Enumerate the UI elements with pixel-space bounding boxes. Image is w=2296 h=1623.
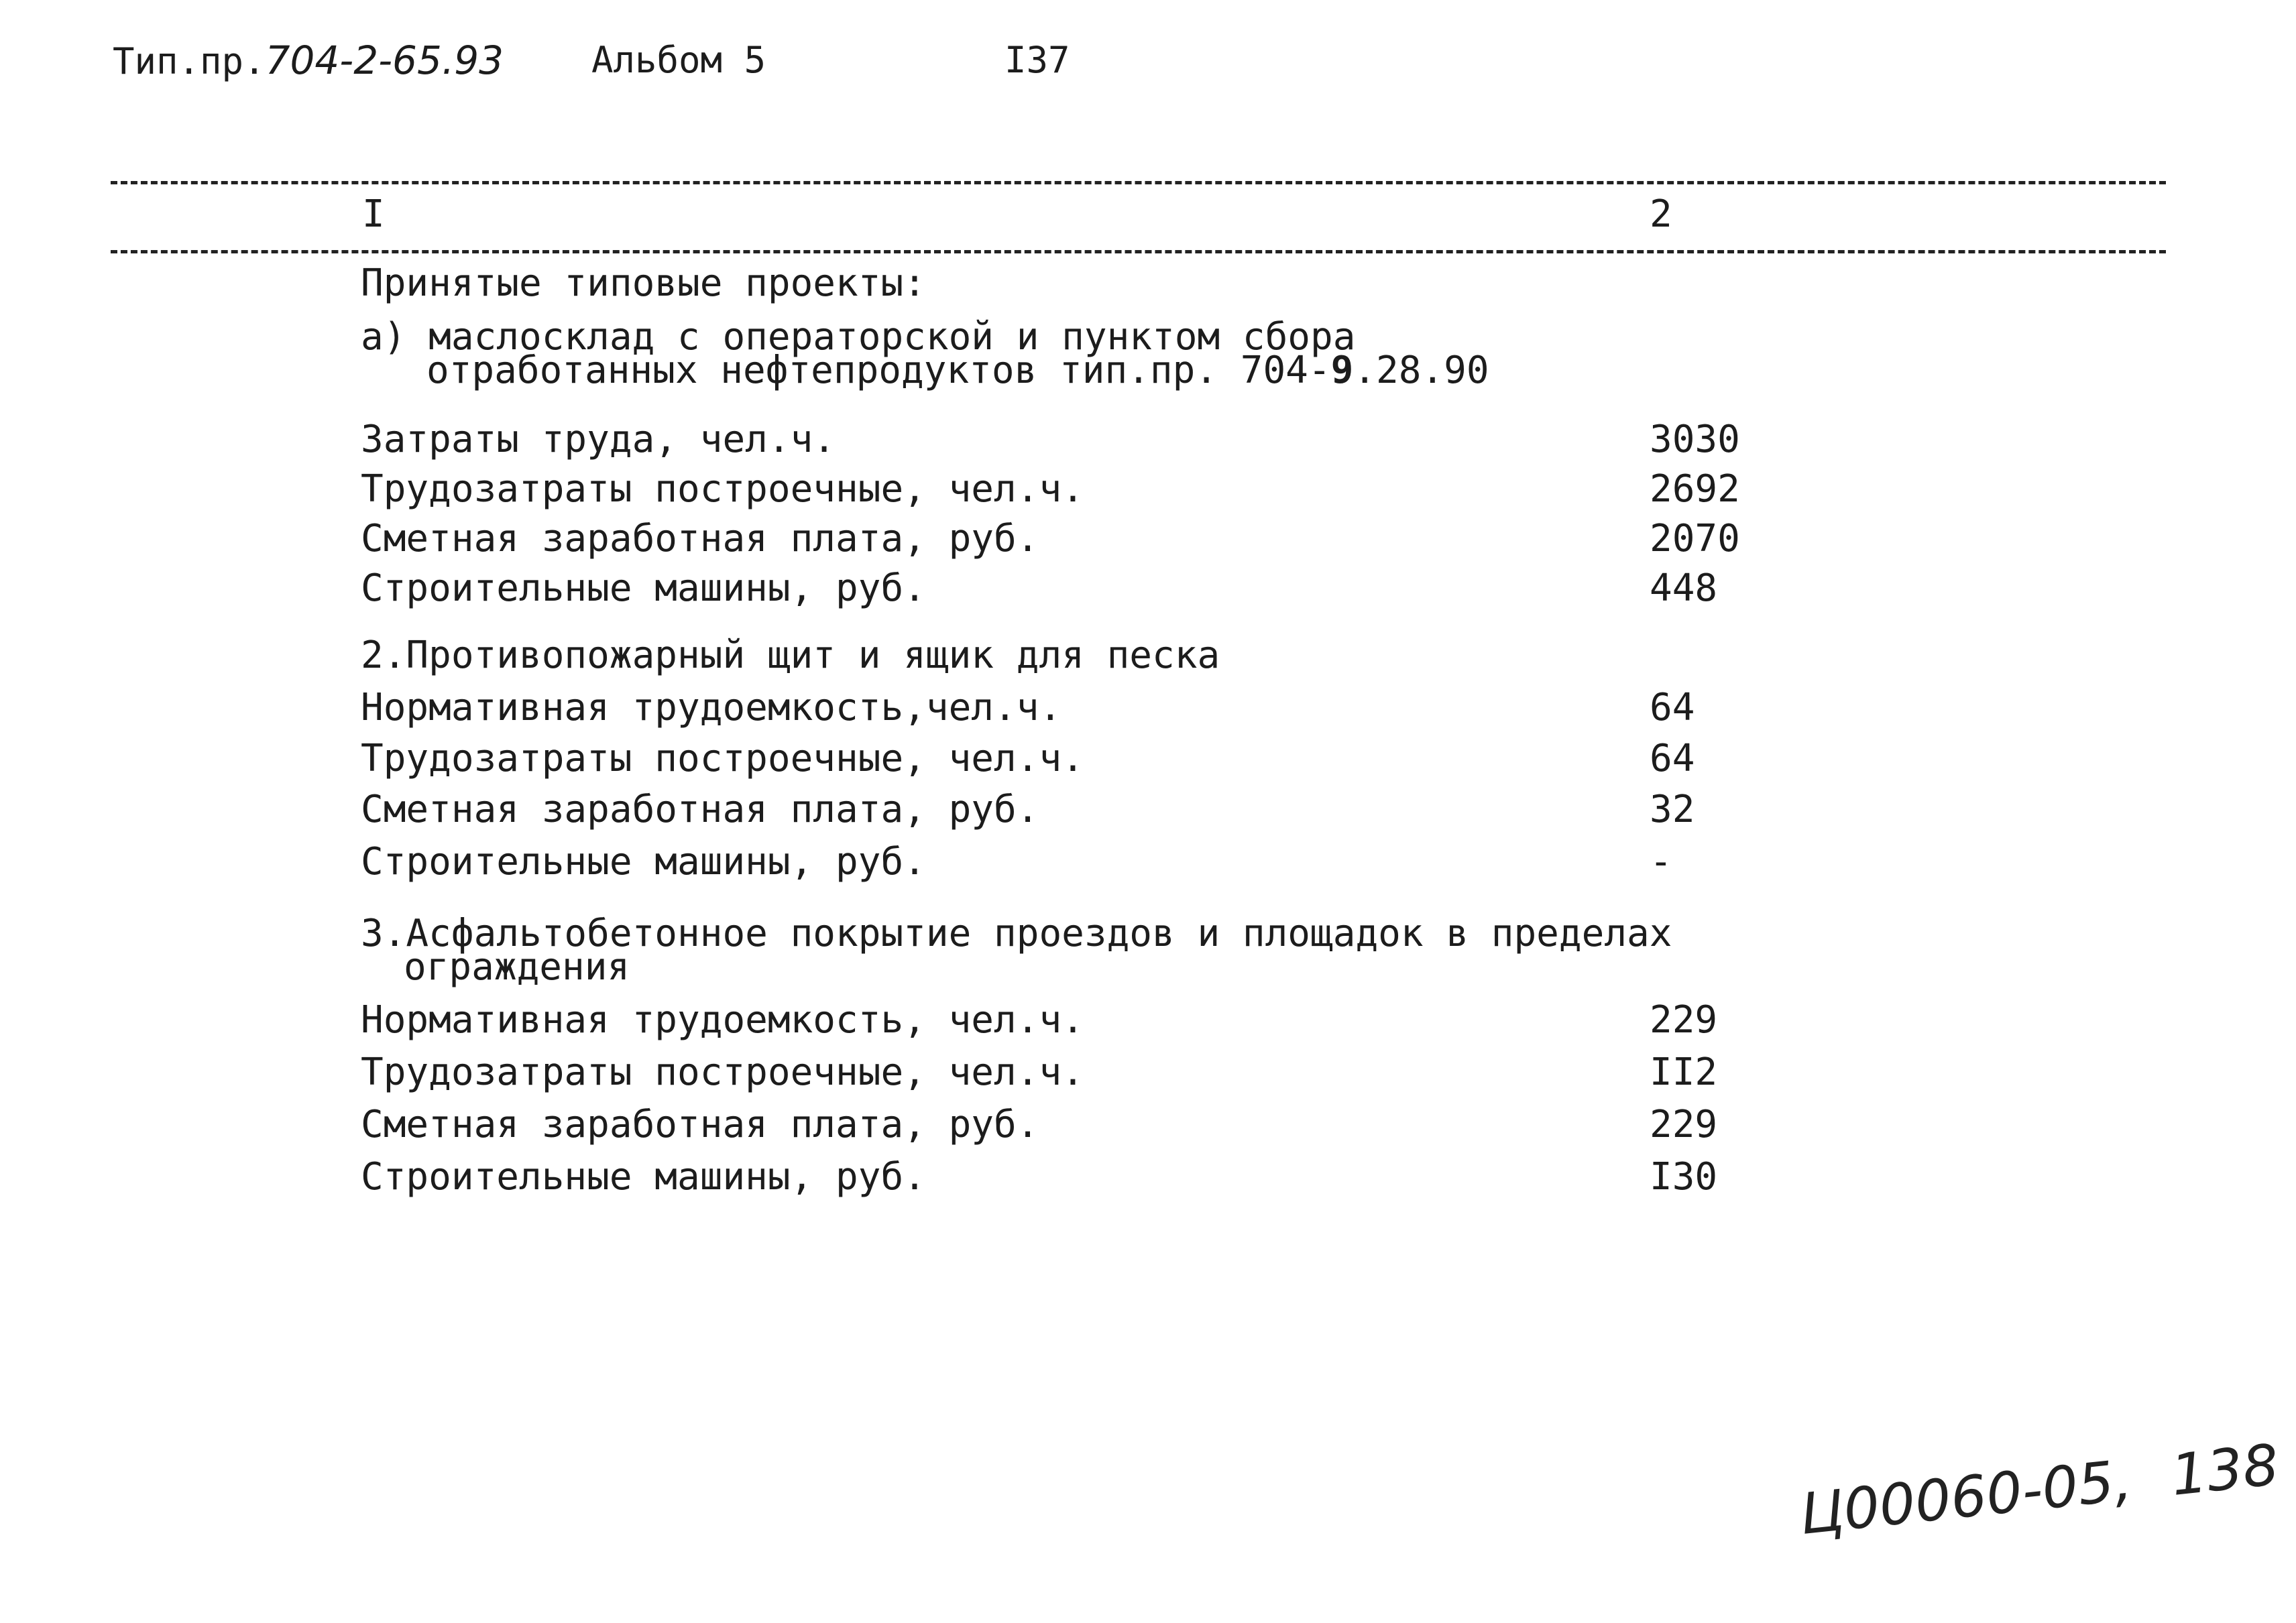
table-header-bottom-rule bbox=[111, 250, 2166, 253]
row-label: Трудозатраты построечные, чел.ч. bbox=[361, 1050, 1084, 1094]
row-value: 448 bbox=[1650, 566, 1718, 610]
row-label: Затраты труда, чел.ч. bbox=[361, 418, 836, 461]
row-value: 229 bbox=[1650, 998, 1718, 1042]
row-label: Сметная заработная плата, руб. bbox=[361, 788, 1039, 831]
row-label: Нормативная трудоемкость,чел.ч. bbox=[361, 686, 1062, 729]
section-3-title-line-1: 3.Асфальтобетонное покрытие проездов и площадок в пределах bbox=[361, 912, 1672, 955]
row-value: 64 bbox=[1650, 686, 1695, 729]
row-label: Сметная заработная плата, руб. bbox=[361, 1103, 1039, 1146]
row-label: Трудозатраты построечные, чел.ч. bbox=[361, 737, 1084, 780]
item-a-line-2-post: .28.90 bbox=[1353, 349, 1489, 392]
row-value: 2070 bbox=[1650, 517, 1740, 560]
row-value: - bbox=[1650, 840, 1672, 884]
column-header-2: 2 bbox=[1650, 192, 1672, 236]
header-page-number: I37 bbox=[1005, 39, 1070, 81]
item-a-line-2 bbox=[361, 349, 1489, 392]
row-label: Сметная заработная плата, руб. bbox=[361, 517, 1039, 560]
section-3-title-line-2: ограждения bbox=[404, 945, 630, 989]
item-a-line-1: а) маслосклад с операторской и пунктом сбора bbox=[361, 315, 1356, 359]
header-project bbox=[113, 34, 504, 88]
row-label: Строительные машины, руб. bbox=[361, 840, 926, 884]
item-a-line-2-pre: отработанных нефтепродуктов тип.пр. 704- bbox=[426, 349, 1331, 392]
row-value: 32 bbox=[1650, 788, 1695, 831]
accepted-projects-title: Принятые типовые проекты: bbox=[361, 261, 926, 305]
header-project-code: 704-2-65.93 bbox=[265, 38, 504, 83]
row-value: II2 bbox=[1650, 1050, 1718, 1094]
row-value: I30 bbox=[1650, 1155, 1718, 1199]
row-label: Строительные машины, руб. bbox=[361, 566, 926, 610]
row-label: Трудозатраты построечные, чел.ч. bbox=[361, 467, 1084, 511]
section-2-title-text: 2.Противопожарный щит и ящик для песка bbox=[361, 634, 1220, 677]
row-value: 2692 bbox=[1650, 467, 1740, 511]
row-value: 3030 bbox=[1650, 418, 1740, 461]
row-value: 64 bbox=[1650, 737, 1695, 780]
column-header-1: I bbox=[362, 192, 385, 236]
row-label: Строительные машины, руб. bbox=[361, 1155, 926, 1199]
handwritten-archive-note bbox=[1797, 1427, 2296, 1547]
archive-code: Ц00060-05, bbox=[1796, 1447, 2135, 1547]
item-a-line-2-bold: 9 bbox=[1330, 349, 1354, 392]
row-label: Нормативная трудоемкость, чел.ч. bbox=[361, 998, 1084, 1042]
table-top-rule bbox=[111, 181, 2166, 184]
row-value: 229 bbox=[1650, 1103, 1718, 1146]
sheet-number: 138 bbox=[2168, 1431, 2282, 1508]
header-album: Альбом 5 bbox=[591, 39, 766, 81]
header-prefix: Тип.пр. bbox=[113, 40, 266, 82]
